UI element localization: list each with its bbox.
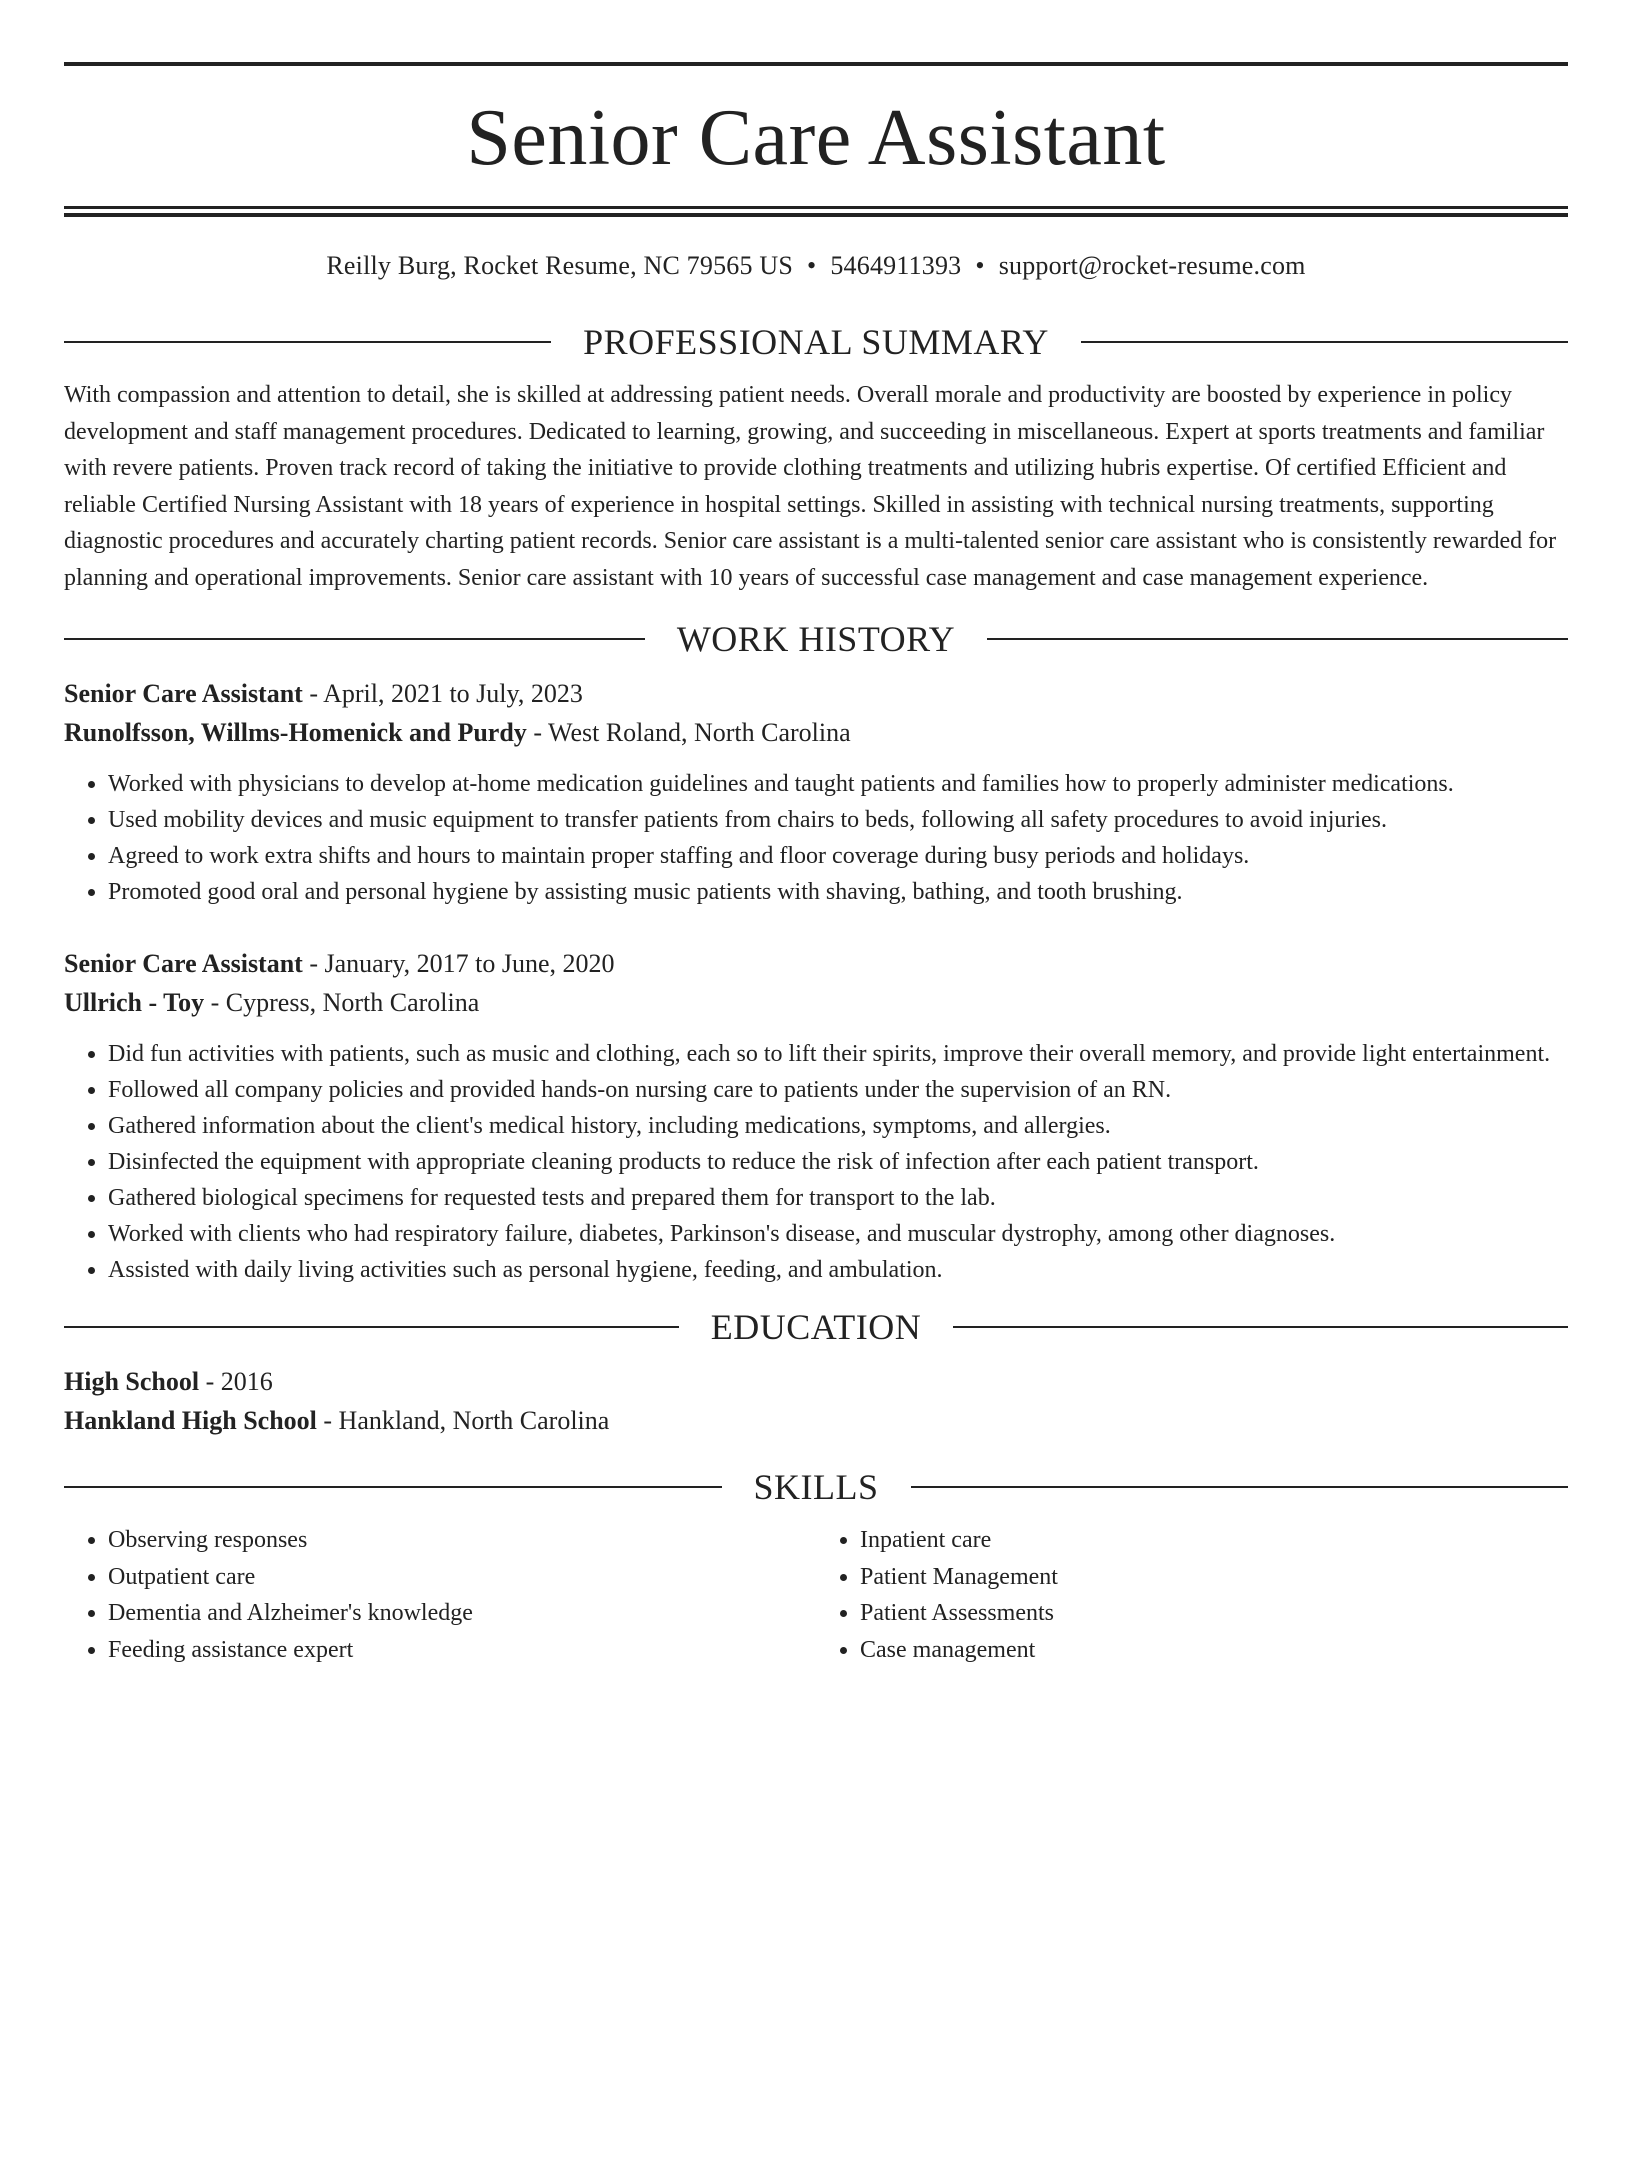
skill-item: • Observing responses xyxy=(108,1522,816,1559)
skill-item: • Dementia and Alzheimer's knowledge xyxy=(108,1595,816,1632)
job-dates: - April, 2021 to July, 2023 xyxy=(302,679,583,708)
skill-item: • Patient Management xyxy=(860,1559,1568,1596)
contact-phone: 5464911393 xyxy=(830,251,962,280)
double-rule xyxy=(64,206,1568,217)
skill-item: • Feeding assistance expert xyxy=(108,1632,816,1669)
resume-page xyxy=(0,62,1632,2174)
skill-item: • Patient Assessments xyxy=(860,1595,1568,1632)
education-degree: High School xyxy=(64,1367,200,1396)
skills-column-left xyxy=(64,1522,816,1668)
job-company: Ullrich - Toy xyxy=(64,988,205,1017)
education-location: - Hankland, North Carolina xyxy=(316,1406,610,1435)
contact-address: Reilly Burg, Rocket Resume, NC 79565 US xyxy=(326,251,794,280)
job-bullet: • Agreed to work extra shifts and hours to maintain proper staffing and floor coverage during busy periods and holidays. xyxy=(108,838,1568,874)
summary-text: With compassion and attention to detail, she is skilled at addressing patient needs. Overall morale and productivity are boosted by experience in policy development and staff management procedures. Dedicated to learning, growing, and succeeding in miscellaneous. Expert at sports treatments and familiar with revere patients. Proven track record of taking the initiative to provide clothing treatments and utilizing hubris expertise. Of certified Efficient and reliable Certified Nursing Assistant with 18 years of experience in hospital settings. Skilled in assisting with technical nursing treatments, supporting diagnostic procedures and accurately charting patient records. Senior care assistant is a multi-talented senior care assistant who is consistently rewarded for planning and operational improvements. Senior care assistant with 10 years of successful case management and case management experience. xyxy=(64,382,1557,591)
job-entry xyxy=(64,674,1568,910)
job-location: - West Roland, North Carolina xyxy=(526,718,851,747)
section-header-education xyxy=(64,1306,1568,1348)
job-bullet: • Assisted with daily living activities such as personal hygiene, feeding, and ambulation. xyxy=(108,1252,1568,1288)
job-bullets xyxy=(64,766,1568,910)
job-bullet: • Gathered information about the client's medical history, including medications, symptoms, and allergies. xyxy=(108,1108,1568,1144)
divider-line xyxy=(64,1326,679,1328)
section-header-skills xyxy=(64,1466,1568,1508)
contact-line xyxy=(64,251,1568,281)
divider-line xyxy=(64,341,551,343)
section-header-work xyxy=(64,618,1568,660)
skills-column-right xyxy=(816,1522,1568,1668)
education-year: - 2016 xyxy=(199,1367,273,1396)
skill-item: • Inpatient care xyxy=(860,1522,1568,1559)
divider-line xyxy=(64,1486,722,1488)
job-dates: - January, 2017 to June, 2020 xyxy=(302,949,615,978)
section-title: WORK HISTORY xyxy=(676,619,956,659)
skill-item: • Case management xyxy=(860,1632,1568,1669)
job-bullet: • Gathered biological specimens for requested tests and prepared them for transport to the lab. xyxy=(108,1180,1568,1216)
job-company-line xyxy=(64,983,1568,1022)
resume-name: Senior Care Assistant xyxy=(466,94,1166,182)
job-bullet: • Worked with physicians to develop at-home medication guidelines and taught patients and families how to properly administer medications. xyxy=(108,766,1568,802)
education-degree-line xyxy=(64,1362,1568,1401)
divider-line xyxy=(64,638,645,640)
education-school-line xyxy=(64,1401,1568,1440)
job-title-line xyxy=(64,674,1568,713)
divider-line xyxy=(987,638,1568,640)
job-company: Runolfsson, Willms-Homenick and Purdy xyxy=(64,718,527,747)
divider-line xyxy=(953,1326,1568,1328)
skills-list xyxy=(64,1522,1568,1668)
section-title: EDUCATION xyxy=(710,1307,922,1347)
job-bullet: • Disinfected the equipment with appropriate cleaning products to reduce the risk of infection after each patient transport. xyxy=(108,1144,1568,1180)
job-bullet: • Did fun activities with patients, such as music and clothing, each so to lift their spirits, improve their overall memory, and provide light entertainment. xyxy=(108,1036,1568,1072)
job-title-line xyxy=(64,944,1568,983)
job-location: - Cypress, North Carolina xyxy=(204,988,480,1017)
divider-line xyxy=(911,1486,1569,1488)
skill-item: • Outpatient care xyxy=(108,1559,816,1596)
contact-separator: • xyxy=(975,251,985,280)
divider-line xyxy=(1081,341,1568,343)
contact-separator: • xyxy=(807,251,817,280)
section-title: PROFESSIONAL SUMMARY xyxy=(583,322,1049,362)
job-bullet: • Used mobility devices and music equipment to transfer patients from chairs to beds, following all safety procedures to avoid injuries. xyxy=(108,802,1568,838)
job-company-line xyxy=(64,713,1568,752)
contact-email: support@rocket-resume.com xyxy=(998,251,1306,280)
education-school: Hankland High School xyxy=(64,1406,317,1435)
job-bullets xyxy=(64,1036,1568,1288)
section-title: SKILLS xyxy=(753,1467,879,1507)
job-bullet: • Promoted good oral and personal hygiene by assisting music patients with shaving, bathing, and tooth brushing. xyxy=(108,874,1568,910)
job-title: Senior Care Assistant xyxy=(64,949,303,978)
job-entry xyxy=(64,944,1568,1288)
job-bullet: • Followed all company policies and provided hands-on nursing care to patients under the supervision of an RN. xyxy=(108,1072,1568,1108)
job-title: Senior Care Assistant xyxy=(64,679,303,708)
job-bullet: • Worked with clients who had respiratory failure, diabetes, Parkinson's disease, and muscular dystrophy, among other diagnoses. xyxy=(108,1216,1568,1252)
top-rule xyxy=(64,62,1568,66)
section-header-summary xyxy=(64,321,1568,363)
education-entry xyxy=(64,1362,1568,1440)
